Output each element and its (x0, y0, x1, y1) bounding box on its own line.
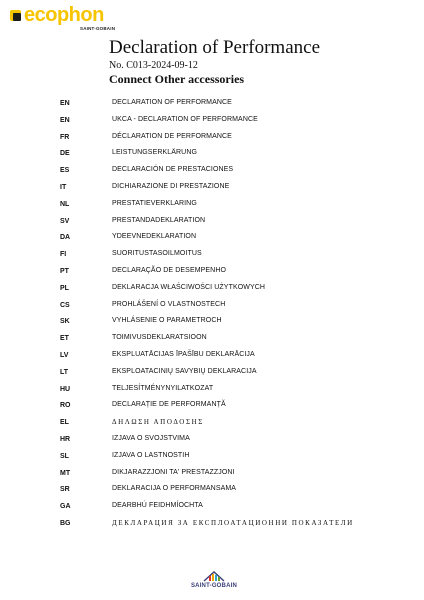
language-row (0, 519, 424, 536)
language-code: EN (60, 100, 70, 107)
declaration-title: IZJAVA O LASTNOSTIH (112, 451, 190, 459)
page-title: Declaration of Performance (109, 37, 321, 58)
document-number: No. C013-2024-09-12 (109, 60, 198, 71)
declaration-title: PROHLÁŠENÍ O VLASTNOSTECH (112, 300, 226, 308)
language-row (0, 452, 424, 469)
declaration-title: PRESTANDADEKLARATION (112, 216, 206, 224)
saint-gobain-roof-icon (203, 570, 225, 582)
declaration-title: LEISTUNGSERKLÄRUNG (112, 149, 198, 157)
language-code: RO (60, 402, 71, 410)
language-row (0, 99, 424, 116)
language-row (0, 368, 424, 385)
language-row (0, 334, 424, 351)
language-code: HR (60, 435, 71, 443)
language-code: PL (60, 284, 69, 292)
declaration-title: SUORITUSTASOILMOITUS (112, 250, 202, 258)
language-list (0, 99, 424, 536)
language-row (0, 284, 424, 301)
declaration-title: EKSPLUATĀCIJAS ĪPAŠĪBU DEKLARĀCIJA (112, 350, 255, 358)
language-code: EN (60, 116, 70, 124)
language-code: EL (60, 419, 69, 427)
language-row (0, 485, 424, 502)
language-row (0, 116, 424, 133)
declaration-title: DEKLARACJA WŁAŚCIWOŚCI UŻYTKOWYCH (112, 283, 266, 291)
language-code: LV (60, 351, 69, 359)
language-code: HU (60, 385, 71, 393)
declaration-title: DECLARAÇÃO DE DESEMPENHO (112, 266, 227, 274)
language-code: PT (60, 267, 69, 275)
language-row (0, 233, 424, 250)
ecophon-logo (10, 6, 130, 34)
logo-mark-shadow-icon (13, 13, 21, 21)
language-code: IT (60, 183, 67, 191)
declaration-title: ДЕКЛАРАЦИЯ ЗА ЕКСПЛОАТАЦИОННИ ПОКАЗАТЕЛИ (112, 518, 354, 527)
product-name: Connect Other accessories (109, 72, 245, 86)
language-row (0, 217, 424, 234)
language-row (0, 502, 424, 519)
declaration-title: IZJAVA O SVOJSTVIMA (112, 434, 190, 442)
language-row (0, 267, 424, 284)
language-code: DA (60, 234, 71, 242)
declaration-title: DICHIARAZIONE DI PRESTAZIONE (112, 182, 230, 190)
declaration-title: UKCA - DECLARATION OF PERFORMANCE (112, 115, 258, 123)
declaration-title: TOIMIVUSDEKLARATSIOON (112, 334, 207, 342)
language-row (0, 401, 424, 418)
language-row (0, 200, 424, 217)
declaration-title: DÉCLARATION DE PERFORMANCE (112, 132, 232, 140)
language-row (0, 317, 424, 334)
language-code: DE (60, 150, 70, 158)
language-code: CS (60, 301, 70, 309)
declaration-title: DEARBHÚ FEIDHMÍOCHTA (112, 502, 203, 510)
language-row (0, 469, 424, 486)
declaration-title: DEKLARACIJA O PERFORMANSAMA (112, 485, 237, 493)
declaration-title: DECLARAȚIE DE PERFORMANȚĂ (112, 401, 226, 409)
language-code: MT (60, 469, 71, 477)
language-code: NL (60, 200, 70, 208)
language-row (0, 435, 424, 452)
footer-logo-text: SAINT-GOBAIN (190, 583, 238, 589)
declaration-title: VYHLÁSENIE O PARAMETROCH (112, 317, 222, 325)
language-code: BG (60, 519, 71, 527)
language-row (0, 166, 424, 183)
declaration-title: PRESTATIEVERKLARING (112, 199, 197, 207)
language-row (0, 183, 424, 200)
declaration-title: YDEEVNEDEKLARATION (112, 233, 197, 241)
language-row (0, 301, 424, 318)
language-row (0, 149, 424, 166)
language-code: FI (60, 251, 67, 259)
language-row (0, 250, 424, 267)
declaration-title: EKSPLOATACINIŲ SAVYBIŲ DEKLARACIJA (112, 367, 257, 375)
language-code: ET (60, 335, 69, 343)
declaration-title: DECLARACIÓN DE PRESTACIONES (112, 166, 234, 174)
saint-gobain-footer-logo (189, 570, 239, 592)
logo-wordmark: ecophon (24, 4, 104, 26)
language-code: SK (60, 318, 70, 326)
language-code: ES (60, 167, 70, 175)
language-row (0, 385, 424, 402)
language-code: SL (60, 452, 69, 460)
language-code: LT (60, 368, 69, 376)
language-code: SR (60, 486, 70, 494)
language-row (0, 418, 424, 435)
language-code: GA (60, 503, 71, 511)
declaration-title: TELJESÍTMÉNYNYILATKOZAT (112, 384, 214, 392)
logo-subtitle: SAINT-GOBAIN (80, 26, 116, 31)
declaration-title: DIKJARAZZJONI TA' PRESTAZZJONI (112, 468, 235, 476)
language-code: SV (60, 217, 70, 225)
language-code: FR (60, 133, 70, 141)
declaration-title: ΔΗΛΩΣΗ ΑΠΟΔΟΣΗΣ (112, 418, 204, 427)
declaration-title: DECLARATION OF PERFORMANCE (112, 99, 232, 106)
language-row (0, 133, 424, 150)
language-row (0, 351, 424, 368)
